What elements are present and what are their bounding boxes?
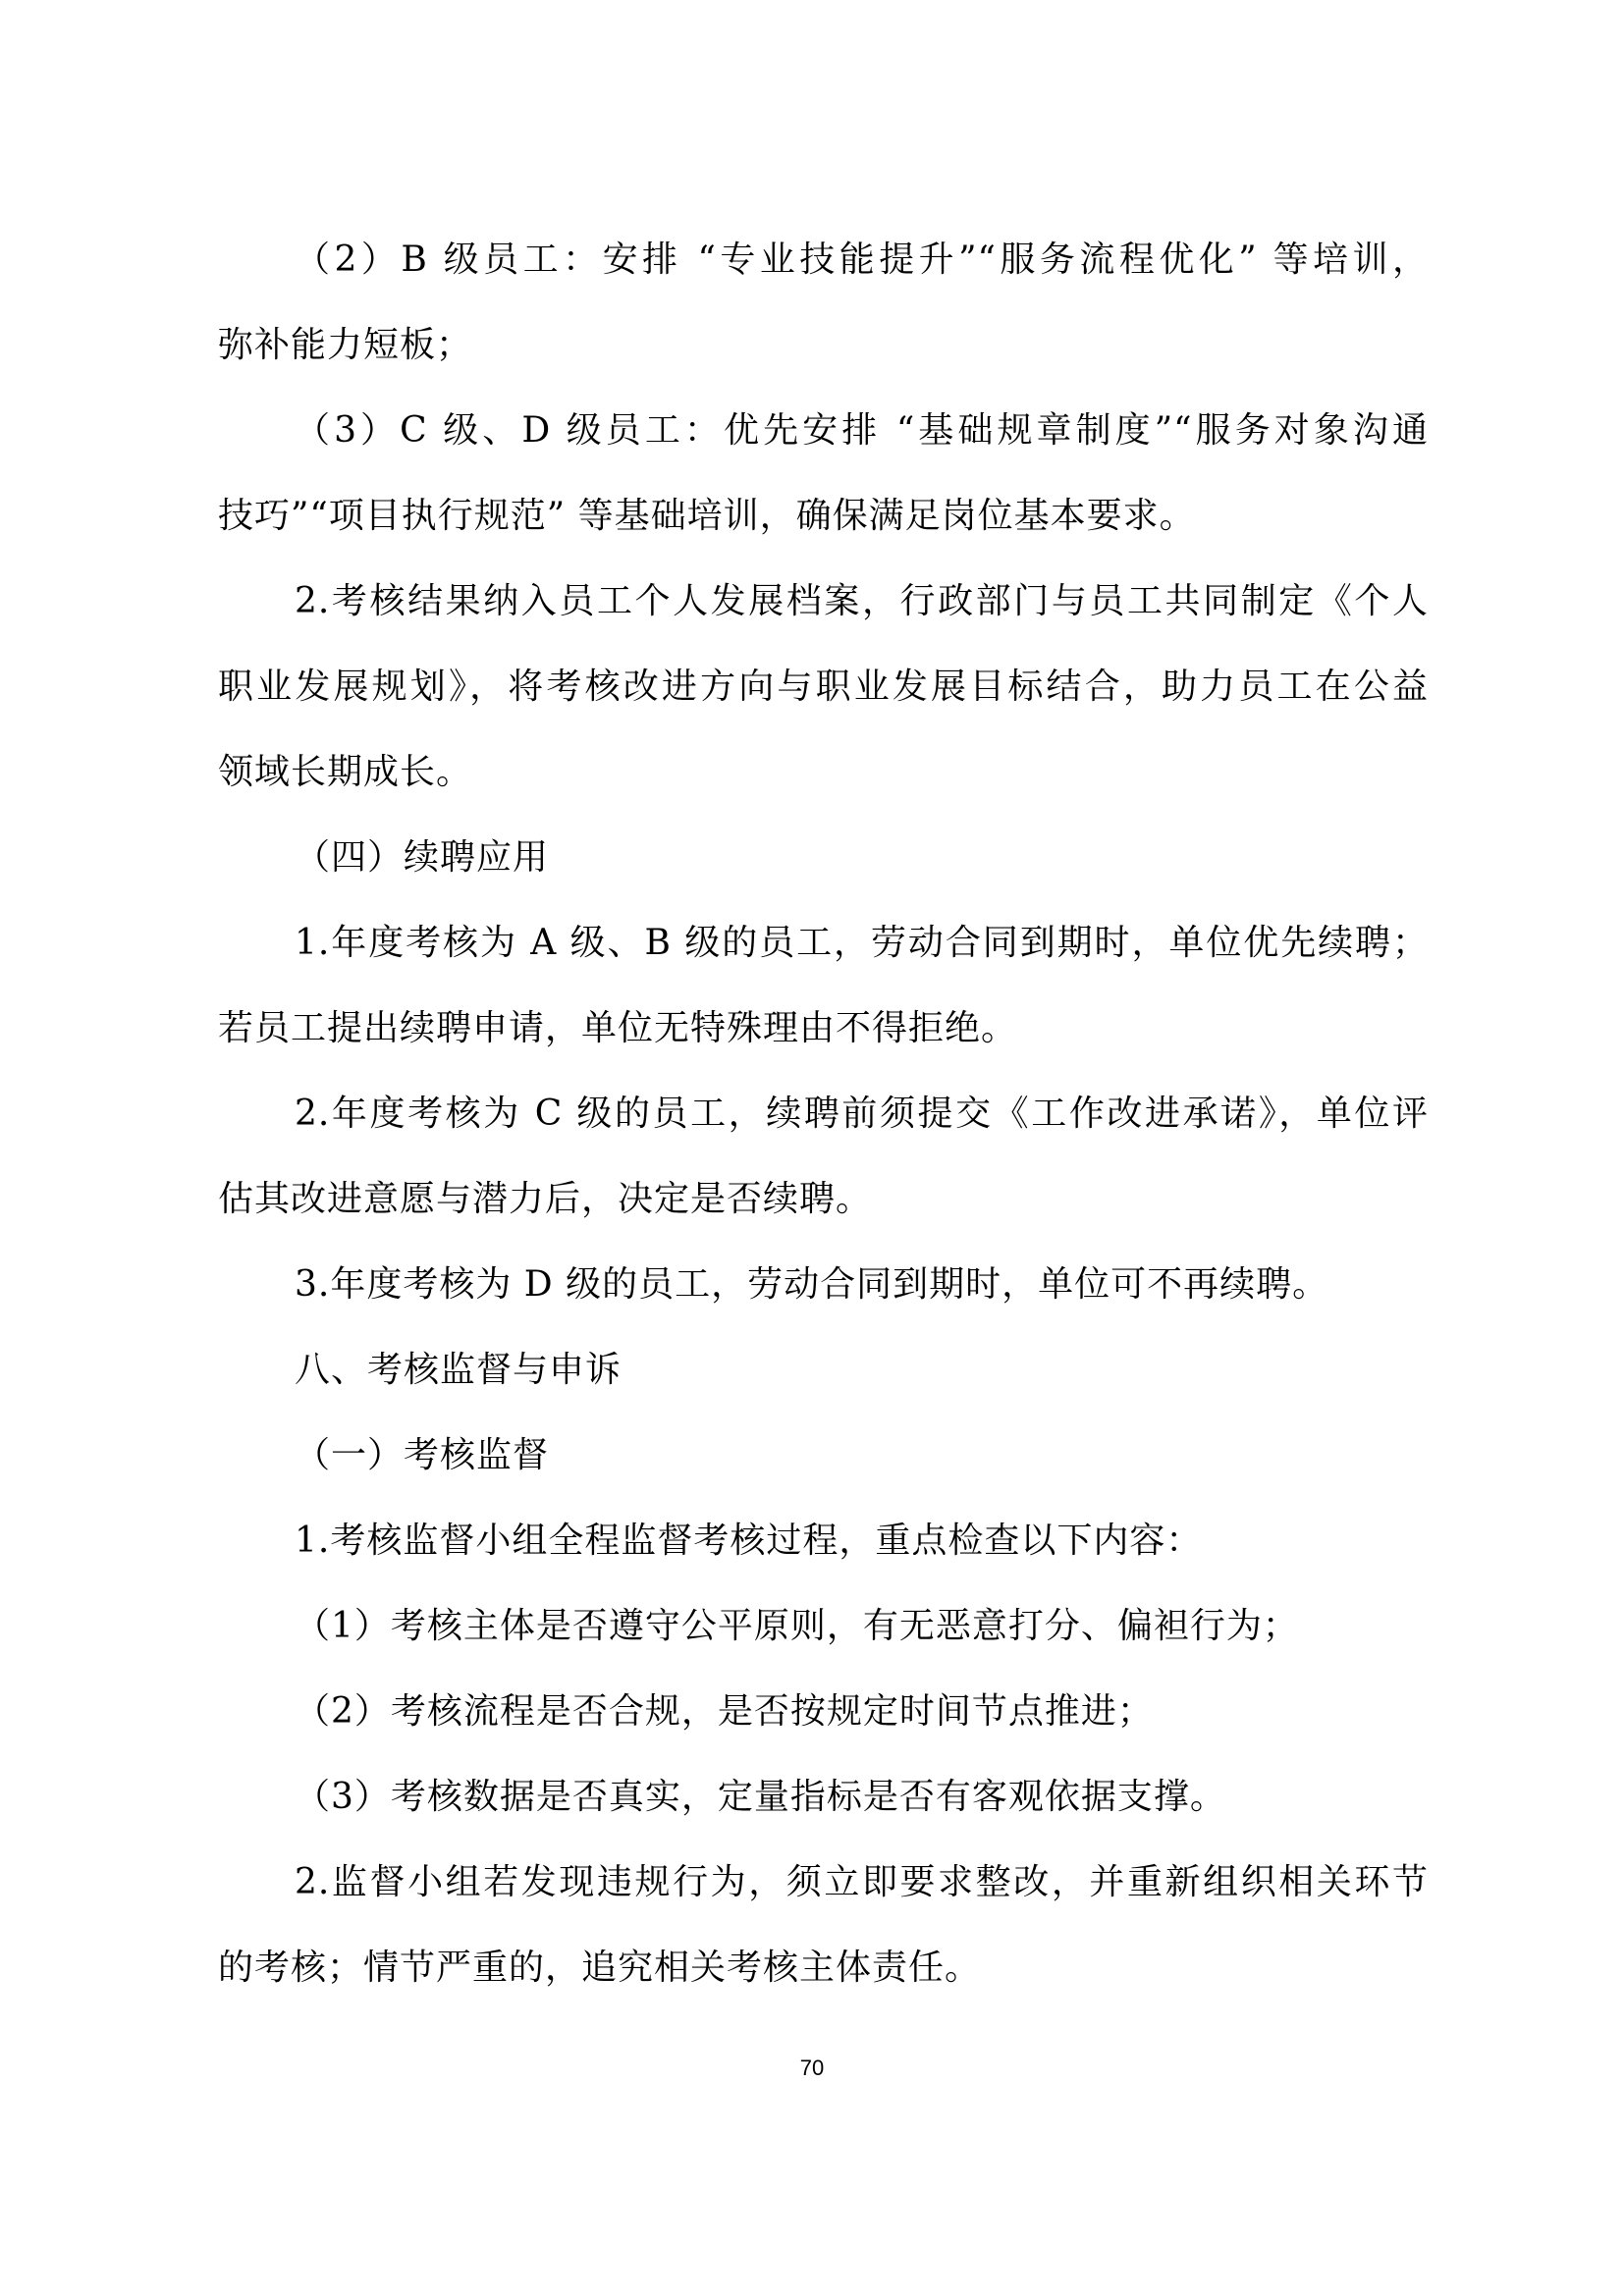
paragraph-line: 3.年度考核为 D 级的员工，劳动合同到期时，单位可不再续聘。 bbox=[295, 1264, 1329, 1305]
paragraph-line: 2.考核结果纳入员工个人发展档案，行政部门与员工共同制定《个人 bbox=[295, 581, 1429, 621]
section-heading: （四）续聘应用 bbox=[295, 837, 550, 878]
section-heading: （一）考核监督 bbox=[295, 1435, 550, 1475]
paragraph-line: 弥补能力短板； bbox=[218, 325, 473, 365]
paragraph-line: 职业发展规划》，将考核改进方向与职业发展目标结合，助力员工在公益 bbox=[218, 667, 1429, 707]
page-number: 70 bbox=[799, 2056, 825, 2080]
paragraph-line: 技巧”“项目执行规范” 等基础培训，确保满足岗位基本要求。 bbox=[218, 496, 1196, 536]
list-item: （2）考核流程是否合规，是否按规定时间节点推进； bbox=[295, 1691, 1154, 1732]
paragraph-line: 2.监督小组若发现违规行为，须立即要求整改，并重新组织相关环节 bbox=[295, 1862, 1429, 1902]
chapter-heading: 八、考核监督与申诉 bbox=[295, 1350, 623, 1390]
paragraph-line: 的考核；情节严重的，追究相关考核主体责任。 bbox=[218, 1948, 982, 1988]
paragraph-line: （2）B 级员工：安排 “专业技能提升”“服务流程优化” 等培训， bbox=[295, 240, 1429, 280]
paragraph-line: 估其改进意愿与潜力后，决定是否续聘。 bbox=[218, 1179, 873, 1219]
paragraph-line: 1.考核监督小组全程监督考核过程，重点检查以下内容： bbox=[295, 1521, 1203, 1561]
paragraph-line: 若员工提出续聘申请，单位无特殊理由不得拒绝。 bbox=[218, 1008, 1018, 1048]
list-item: （3）考核数据是否真实，定量指标是否有客观依据支撑。 bbox=[295, 1777, 1226, 1817]
paragraph-line: 领域长期成长。 bbox=[218, 752, 473, 792]
list-item: （1）考核主体是否遵守公平原则，有无恶意打分、偏袒行为； bbox=[295, 1606, 1299, 1646]
paragraph-line: 1.年度考核为 A 级、B 级的员工，劳动合同到期时，单位优先续聘； bbox=[295, 923, 1429, 963]
paragraph-line: 2.年度考核为 C 级的员工，续聘前须提交《工作改进承诺》，单位评 bbox=[295, 1094, 1429, 1134]
paragraph-line: （3）C 级、D 级员工：优先安排 “基础规章制度”“服务对象沟通 bbox=[295, 410, 1429, 451]
